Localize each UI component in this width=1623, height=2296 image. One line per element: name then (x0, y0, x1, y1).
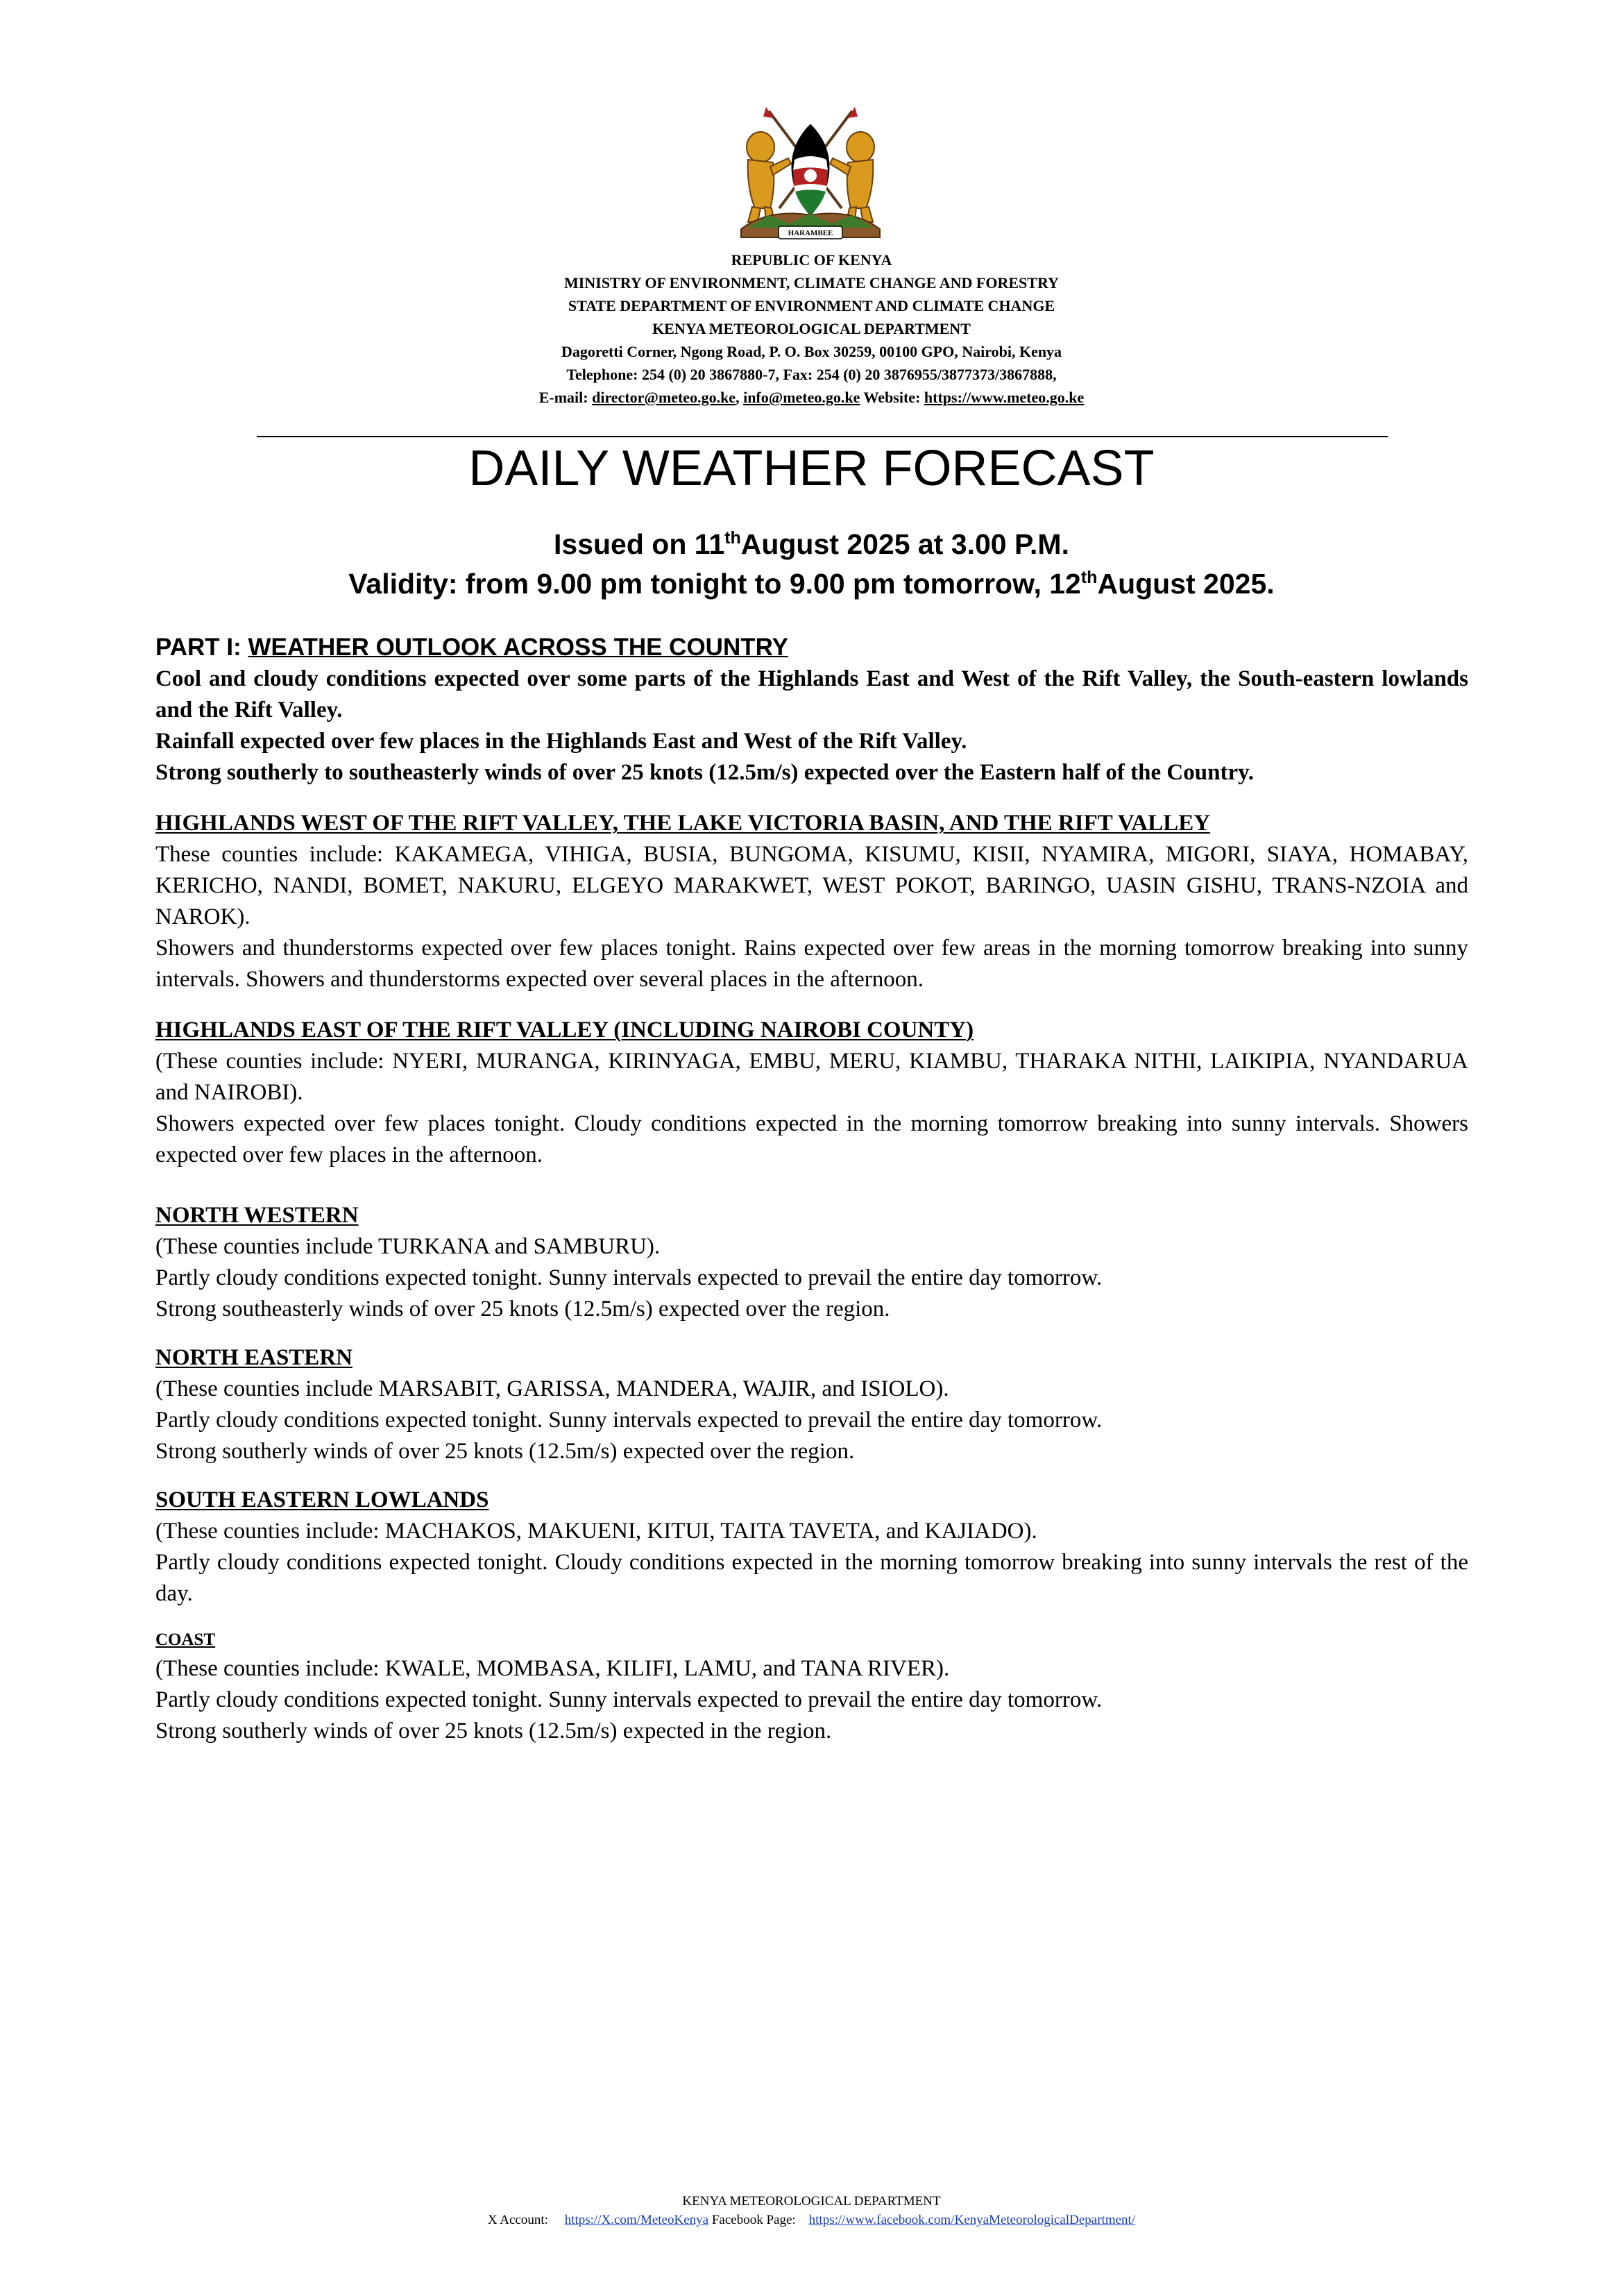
kenya-coat-of-arms (727, 104, 894, 243)
letterhead-line: REPUBLIC OF KENYA (731, 251, 892, 269)
region-title: SOUTH EASTERN LOWLANDS (155, 1487, 489, 1512)
region-highlands-east (155, 1015, 1468, 1171)
region-title: HIGHLANDS WEST OF THE RIFT VALLEY, THE LAKE VICTORIA BASIN, AND THE RIFT VALLEY (155, 811, 1211, 836)
website-label: Website: (863, 389, 921, 406)
letterhead-line: STATE DEPARTMENT OF ENVIRONMENT AND CLIMATE CHANGE (568, 297, 1055, 314)
region-winds: Strong southerly winds of over 25 knots (12.5m/s) expected over the region. (155, 1439, 855, 1464)
ordinal-suffix: th (1080, 568, 1098, 587)
letterhead (0, 248, 1623, 409)
validity-rest: August 2025. (1097, 568, 1275, 600)
header-divider (257, 436, 1388, 437)
letterhead-telephone: Telephone: 254 (0) 20 3867880-7, Fax: 254 (0) 20 3876955/3877373/3867888, (566, 366, 1057, 383)
part-label: PART I: (155, 634, 248, 661)
letterhead-contacts (0, 386, 1623, 409)
page-footer (0, 2192, 1623, 2229)
region-winds: Strong southerly winds of over 25 knots (12.5m/s) expected in the region. (155, 1719, 832, 1744)
region-counties: (These counties include TURKANA and SAMBURU). (155, 1234, 661, 1259)
region-north-western (155, 1200, 1468, 1325)
region-title: HIGHLANDS EAST OF THE RIFT VALLEY (INCLUDING NAIROBI COUNTY) (155, 1018, 974, 1043)
region-counties: These counties include: KAKAMEGA, VIHIGA, BUSIA, BUNGOMA, KISUMU, KISII, NYAMIRA, MIGORI, SIAYA, HOMABAY, KERICHO, NANDI, BOMET, NAKURU, ELGEYO MARAKWET, WEST POKOT, BARINGO, UASIN GISHU, TRANS-NZOIA and NAROK). (155, 842, 1468, 929)
region-south-eastern-lowlands (155, 1485, 1468, 1610)
region-forecast: Partly cloudy conditions expected tonight. Cloudy conditions expected in the morning tomorrow breaking into sunny intervals the rest of the day. (155, 1550, 1468, 1606)
issued-prefix: Issued on 11 (554, 528, 725, 560)
email-director-link[interactable]: director@meteo.go.ke (592, 389, 736, 406)
website-link[interactable]: https://www.meteo.go.ke (924, 389, 1085, 406)
part-title: WEATHER OUTLOOK ACROSS THE COUNTRY (248, 634, 788, 661)
region-forecast: Partly cloudy conditions expected tonight. Sunny intervals expected to prevail the entire day tomorrow. (155, 1687, 1103, 1712)
issued-date (0, 525, 1623, 564)
region-forecast: Partly cloudy conditions expected tonight. Sunny intervals expected to prevail the entire day tomorrow. (155, 1408, 1103, 1433)
part-one-heading (155, 632, 1468, 664)
coat-of-arms-motto: HARAMBEE (788, 229, 833, 237)
region-highlands-west (155, 808, 1468, 995)
validity (0, 564, 1623, 604)
region-coast (155, 1627, 1468, 1747)
ordinal-suffix: th (724, 528, 741, 548)
region-counties: (These counties include: KWALE, MOMBASA, KILIFI, LAMU, and TANA RIVER). (155, 1656, 950, 1681)
region-forecast: Partly cloudy conditions expected tonight. Sunny intervals expected to prevail the entire day tomorrow. (155, 1265, 1103, 1290)
region-forecast: Showers expected over few places tonight. Cloudy conditions expected in the morning tomorrow breaking into sunny intervals. Showers expected over few places in the afternoon. (155, 1111, 1468, 1167)
email-separator: , (736, 389, 740, 406)
facebook-label: Facebook Page: (711, 2213, 796, 2227)
region-winds: Strong southeasterly winds of over 25 knots (12.5m/s) expected over the region. (155, 1297, 890, 1322)
region-title: COAST (155, 1630, 216, 1649)
outlook-line: Rainfall expected over few places in the Highlands East and West of the Rift Valley. (155, 729, 967, 754)
facebook-link[interactable]: https://www.facebook.com/KenyaMeteorologicalDepartment/ (808, 2213, 1136, 2227)
forecast-content (155, 632, 1468, 1747)
page-title: DAILY WEATHER FORECAST (468, 441, 1155, 496)
region-title: NORTH EASTERN (155, 1345, 352, 1370)
footer-department: KENYA METEOROLOGICAL DEPARTMENT (682, 2194, 941, 2209)
email-info-link[interactable]: info@meteo.go.ke (743, 389, 860, 406)
outlook-line: Strong southerly to southeasterly winds of over 25 knots (12.5m/s) expected over the Eastern half of the Country. (155, 760, 1255, 785)
letterhead-address: Dagoretti Corner, Ngong Road, P. O. Box 30259, 00100 GPO, Nairobi, Kenya (561, 343, 1062, 360)
region-north-eastern (155, 1342, 1468, 1467)
issued-rest: August 2025 at 3.00 P.M. (740, 528, 1069, 560)
region-counties: (These counties include MARSABIT, GARISSA, MANDERA, WAJIR, and ISIOLO). (155, 1376, 949, 1401)
email-label: E-mail: (538, 389, 588, 406)
issue-info (0, 525, 1623, 604)
footer-social-links (0, 2211, 1623, 2229)
region-counties: (These counties include: NYERI, MURANGA, KIRINYAGA, EMBU, MERU, KIAMBU, THARAKA NITHI, LAIKIPIA, NYANDARUA and NAIROBI). (155, 1049, 1468, 1105)
x-account-label: X Account: (487, 2213, 548, 2227)
region-title: NORTH WESTERN (155, 1203, 359, 1228)
x-account-link[interactable]: https://X.com/MeteoKenya (564, 2213, 709, 2227)
letterhead-line: KENYA METEOROLOGICAL DEPARTMENT (652, 320, 971, 337)
region-counties: (These counties include: MACHAKOS, MAKUENI, KITUI, TAITA TAVETA, and KAJIADO). (155, 1519, 1037, 1544)
outlook-line: Cool and cloudy conditions expected over some parts of the Highlands East and West of the Rift Valley, the South-eastern lowlands and the Rift Valley. (155, 666, 1468, 723)
validity-prefix: Validity: from 9.00 pm tonight to 9.00 pm tomorrow, 12 (348, 568, 1081, 600)
letterhead-line: MINISTRY OF ENVIRONMENT, CLIMATE CHANGE AND FORESTRY (564, 274, 1059, 292)
region-forecast: Showers and thunderstorms expected over few places tonight. Rains expected over few areas in the morning tomorrow breaking into sunny intervals. Showers and thunderstorms expected over several places in the afternoon. (155, 936, 1468, 992)
